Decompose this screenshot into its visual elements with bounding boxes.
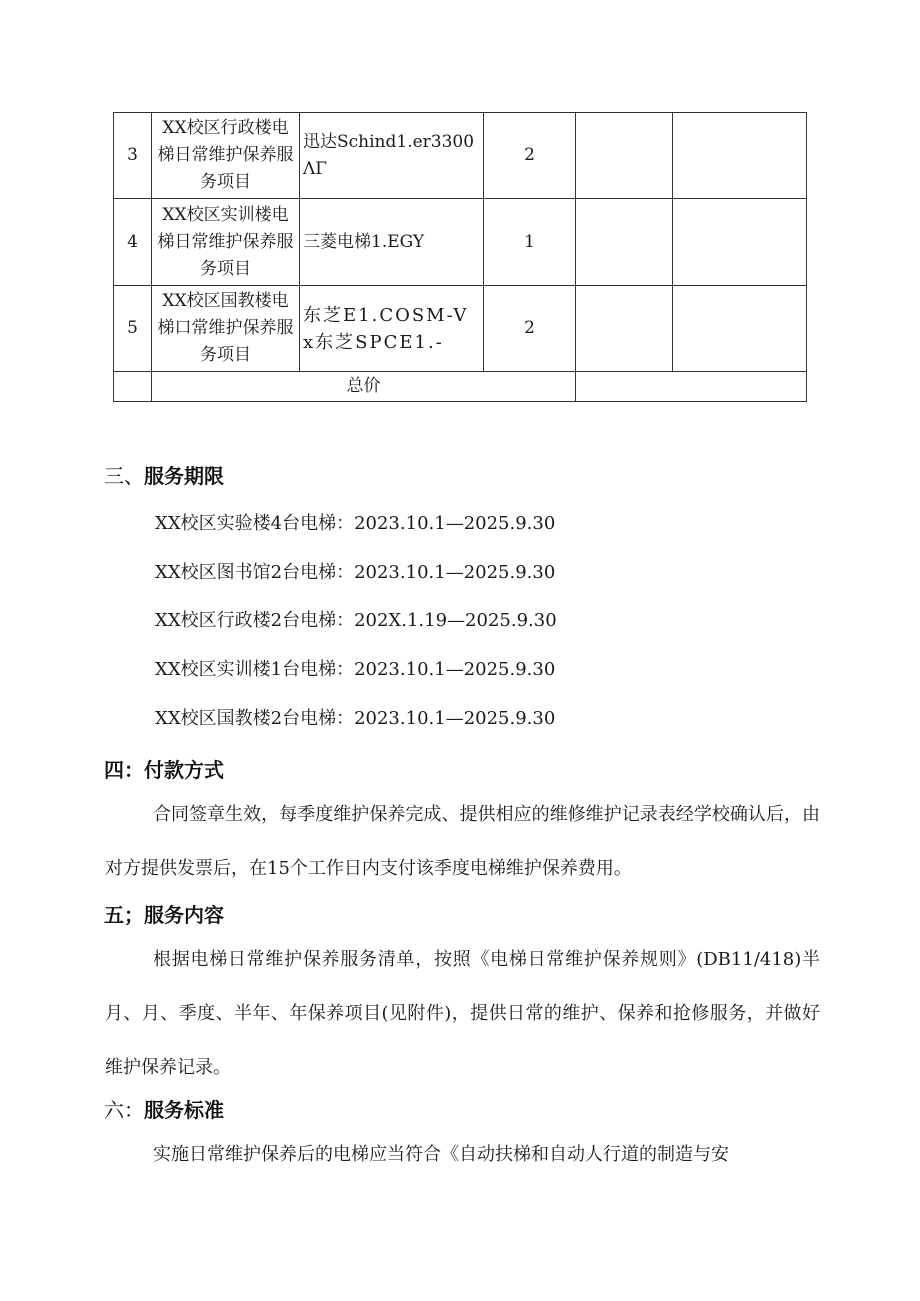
section-title: 服务标准 bbox=[144, 1098, 224, 1122]
table-row bbox=[114, 199, 807, 286]
table-row bbox=[114, 113, 807, 199]
section-heading-period bbox=[104, 460, 224, 489]
row-number: 5 bbox=[114, 286, 152, 372]
elevator-quantity: 2 bbox=[484, 286, 576, 372]
unit-price-cell bbox=[576, 113, 673, 199]
elevator-service-table bbox=[113, 112, 807, 402]
service-item-name: XX校区行政楼电梯日常维护保养服务项目 bbox=[152, 113, 300, 199]
row-number: 4 bbox=[114, 199, 152, 286]
section-prefix: 六： bbox=[104, 1098, 144, 1122]
period-line: XX校区实验楼4台电梯：2023.10.1—2025.9.30 bbox=[155, 513, 556, 534]
section-prefix: 三、 bbox=[104, 464, 144, 488]
period-line: XX校区行政楼2台电梯：202X.1.19—2025.9.30 bbox=[155, 610, 557, 631]
service-item-name: XX校区实训楼电梯日常维护保养服务项目 bbox=[152, 199, 300, 286]
payment-paragraph: 合同签章生效，每季度维护保养完成、提供相应的维修维护记录表经学校确认后，由对方提供发票后，在15个工作日内支付该季度电梯维护保养费用。 bbox=[105, 804, 820, 879]
elevator-quantity: 2 bbox=[484, 113, 576, 199]
section-heading-payment: 四：付款方式 bbox=[104, 758, 224, 782]
period-line: XX校区国教楼2台电梯：2023.10.1—2025.9.30 bbox=[155, 708, 556, 729]
unit-price-cell bbox=[576, 199, 673, 286]
content-paragraph: 根据电梯日常维护保养服务清单，按照《电梯日常维护保养规则》(DB11/418)半月、月、季度、半年、年保养项目(见附件)，提供日常的维护、保养和抢修服务，并做好维护保养记录。 bbox=[105, 949, 820, 1078]
unit-price-cell bbox=[576, 286, 673, 372]
section-heading-standard bbox=[104, 1094, 224, 1123]
total-blank-cell bbox=[114, 372, 152, 402]
section-heading-content: 五；服务内容 bbox=[104, 903, 224, 927]
elevator-model: 三菱电梯1.EGY bbox=[300, 199, 484, 286]
elevator-model: 迅达Schind1.er3300ΛΓ bbox=[300, 113, 484, 199]
amount-cell bbox=[673, 286, 807, 372]
total-row bbox=[114, 372, 807, 402]
standard-paragraph: 实施日常维护保养后的电梯应当符合《自动扶梯和自动人行道的制造与安 bbox=[153, 1144, 729, 1165]
elevator-model: 东芝E1.COSM-Vx东芝SPCE1.- bbox=[300, 286, 484, 372]
section-title: 服务期限 bbox=[144, 464, 224, 488]
period-line: XX校区图书馆2台电梯：2023.10.1—2025.9.30 bbox=[155, 562, 556, 583]
total-label: 总价 bbox=[152, 372, 576, 402]
amount-cell bbox=[673, 199, 807, 286]
table-row bbox=[114, 286, 807, 372]
row-number: 3 bbox=[114, 113, 152, 199]
period-line: XX校区实训楼1台电梯：2023.10.1—2025.9.30 bbox=[155, 659, 556, 680]
elevator-quantity: 1 bbox=[484, 199, 576, 286]
service-item-name: XX校区国教楼电梯口常维护保养服务项目 bbox=[152, 286, 300, 372]
amount-cell bbox=[673, 113, 807, 199]
total-value-cell bbox=[576, 372, 807, 402]
